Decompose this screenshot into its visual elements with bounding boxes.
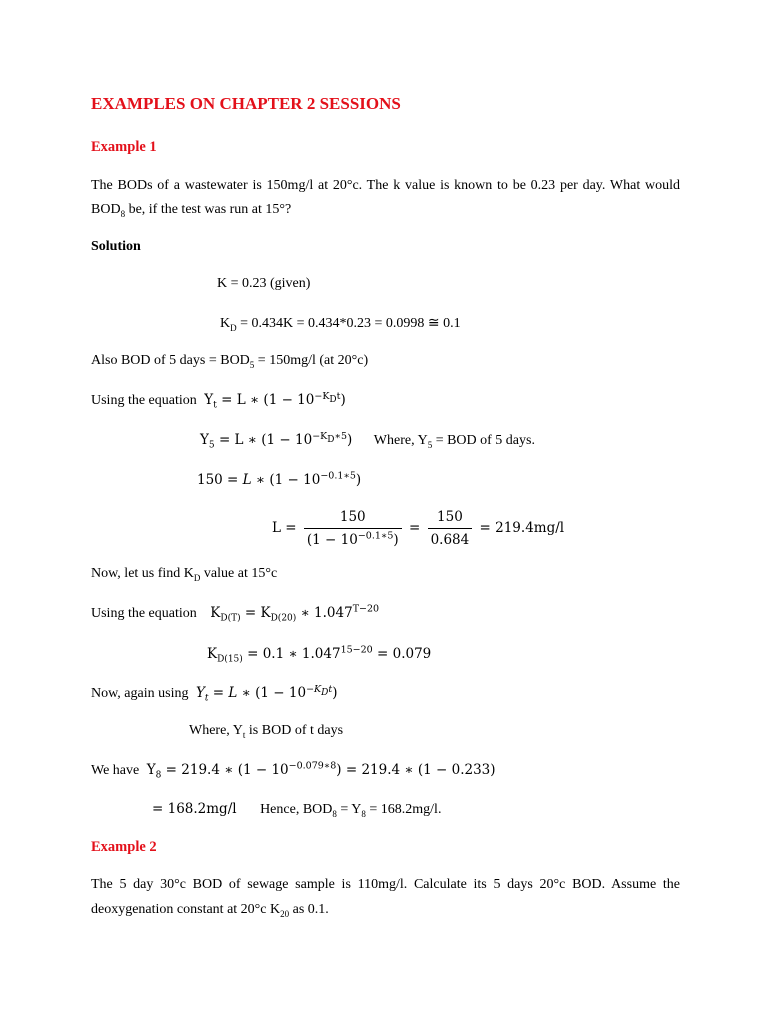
example-2-heading: Example 2	[91, 839, 157, 855]
example-2-text-line1: The 5 day 30°c BOD of sewage sample is 110mg/l. Calculate its 5 days 20°c BOD. Assume the	[91, 877, 680, 892]
bod5-statement: Also BOD of 5 days = $BOD_5 = 150mg/l$ (at 20°c)	[91, 353, 369, 370]
kd-calculation: $K_D = 0.434K = 0.434*0.23 = 0.0998$ ≅ 0.1	[220, 316, 461, 333]
find-kd-statement: Now, let us find $K_D$ value at 15°c	[91, 566, 278, 583]
example-2-text-line2: deoxygenation constant at 20°c $K_{20}$ as 0.1.	[91, 902, 329, 919]
equation-line-8: We have $Y_8 = 219.4$ ∗ $(1 - 10^{-0.079∗8}) = 219.4$ ∗ (1 − 0.233)	[91, 760, 496, 781]
fraction-1: $\frac{150}{(1 - 10^{-0.1∗5})}$	[304, 508, 402, 549]
equation-line-9: = 168.2mg/l Hence, $BOD_8 = Y_8 = 168.2mg/l$.	[152, 801, 442, 819]
example-1-text-line1: The BODs of a wastewater is 150mg/l at 20°c. The k value is known to be 0.23 per day. What would	[91, 178, 680, 193]
equation-line-7: Now, again using $Y_t = L$ ∗ $(1 - 10^{-K_Dt})$	[91, 683, 338, 704]
fraction-2: $\frac{150}{0.684}$	[428, 508, 473, 549]
example-1-text-line2: $BOD_8$ be, if the test was run at 15°?	[91, 202, 292, 219]
equation-line-5: Using the equation $K_{D(T)} = K_{D(20)}$ ∗ $1.047^{T-20}$	[91, 603, 380, 624]
equation-line-4: L = $\frac{150}{(1 - 10^{-0.1∗5})}$ = $\frac{150}{0.684}$ = 219.4mg/l	[272, 509, 565, 548]
example-1-heading: Example 1	[91, 139, 157, 155]
solution-heading: Solution	[91, 239, 141, 254]
equation-line-3: 150 = L ∗ $(1 - 10^{-0.1∗5})$	[197, 470, 362, 488]
equation-line-6: $K_{D(15)} = 0.1$ ∗ $1.047^{15-20} = 0.079$	[207, 644, 432, 665]
k-given: K = 0.23 (given)	[217, 276, 311, 291]
page-title: EXAMPLES ON CHAPTER 2 SESSIONS	[91, 94, 401, 113]
equation-line-2: $Y_5 = L$ ∗ $(1 - 10^{-K_D∗5})$ Where, $Y_5$ = BOD of 5 days.	[200, 430, 535, 451]
where-yt-statement: Where, $Y_t$ is BOD of t days	[189, 723, 344, 740]
equation-line-1: Using the equation $Y_t = L$ ∗ $(1 - 10^{-K_Dt})$	[91, 390, 346, 411]
